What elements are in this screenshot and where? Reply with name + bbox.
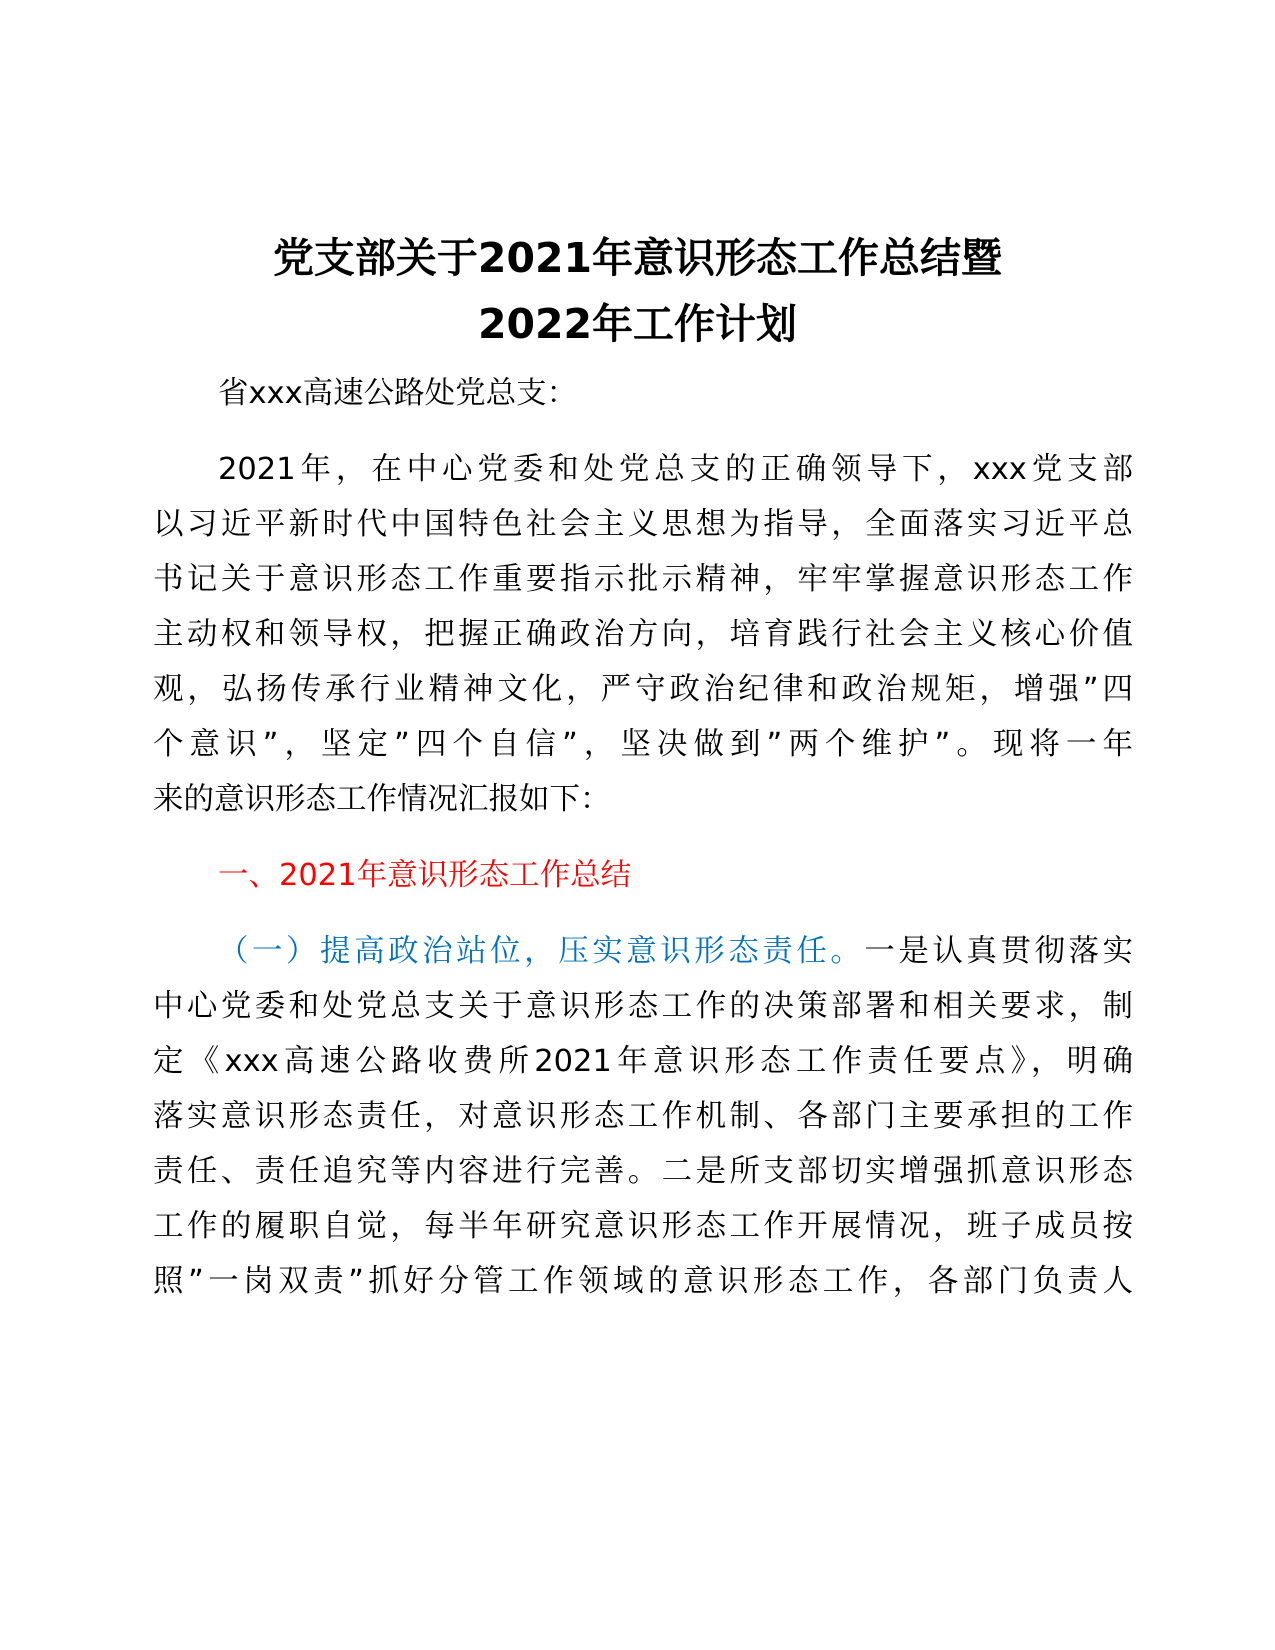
intro-line: 个意识”，坚定”四个自信”，坚决做到”两个维护”。现将一年	[153, 727, 1133, 762]
body-line: 照”一岗双责”抓好分管工作领域的意识形态工作，各部门负责人	[153, 1264, 1133, 1299]
document-title-line-1: 党支部关于2021年意识形态工作总结暨	[272, 234, 1003, 282]
intro-line: 来的意识形态工作情况汇报如下：	[153, 782, 611, 817]
body-line: 落实意识形态责任，对意识形态工作机制、各部门主要承担的工作	[153, 1099, 1133, 1134]
subsection-first-line	[218, 932, 1133, 972]
intro-line: 2021年，在中心党委和处党总支的正确领导下，xxx党支部	[218, 452, 1133, 487]
subsection-first-line-text: 一是认真贯彻落实	[864, 934, 1134, 969]
intro-line: 观，弘扬传承行业精神文化，严守政治纪律和政治规矩，增强”四	[153, 672, 1133, 707]
body-line: 中心党委和处党总支关于意识形态工作的决策部署和相关要求，制	[153, 989, 1133, 1024]
intro-line: 以习近平新时代中国特色社会主义思想为指导，全面落实习近平总	[153, 507, 1133, 542]
section-heading: 一、2021年意识形态工作总结	[218, 858, 632, 893]
intro-line: 主动权和领导权，把握正确政治方向，培育践行社会主义核心价值	[153, 617, 1133, 652]
subsection-heading: （一）提高政治站位，压实意识形态责任。	[218, 934, 865, 969]
intro-line: 书记关于意识形态工作重要指示批示精神，牢牢掌握意识形态工作	[153, 562, 1133, 597]
body-line: 定《xxx高速公路收费所2021年意识形态工作责任要点》，明确	[153, 1044, 1133, 1079]
document-title-line-2: 2022年工作计划	[477, 300, 798, 348]
salutation: 省xxx高速公路处党总支：	[218, 376, 578, 411]
body-line: 工作的履职自觉，每半年研究意识形态工作开展情况，班子成员按	[153, 1209, 1133, 1244]
body-line: 责任、责任追究等内容进行完善。二是所支部切实增强抓意识形态	[153, 1154, 1133, 1189]
